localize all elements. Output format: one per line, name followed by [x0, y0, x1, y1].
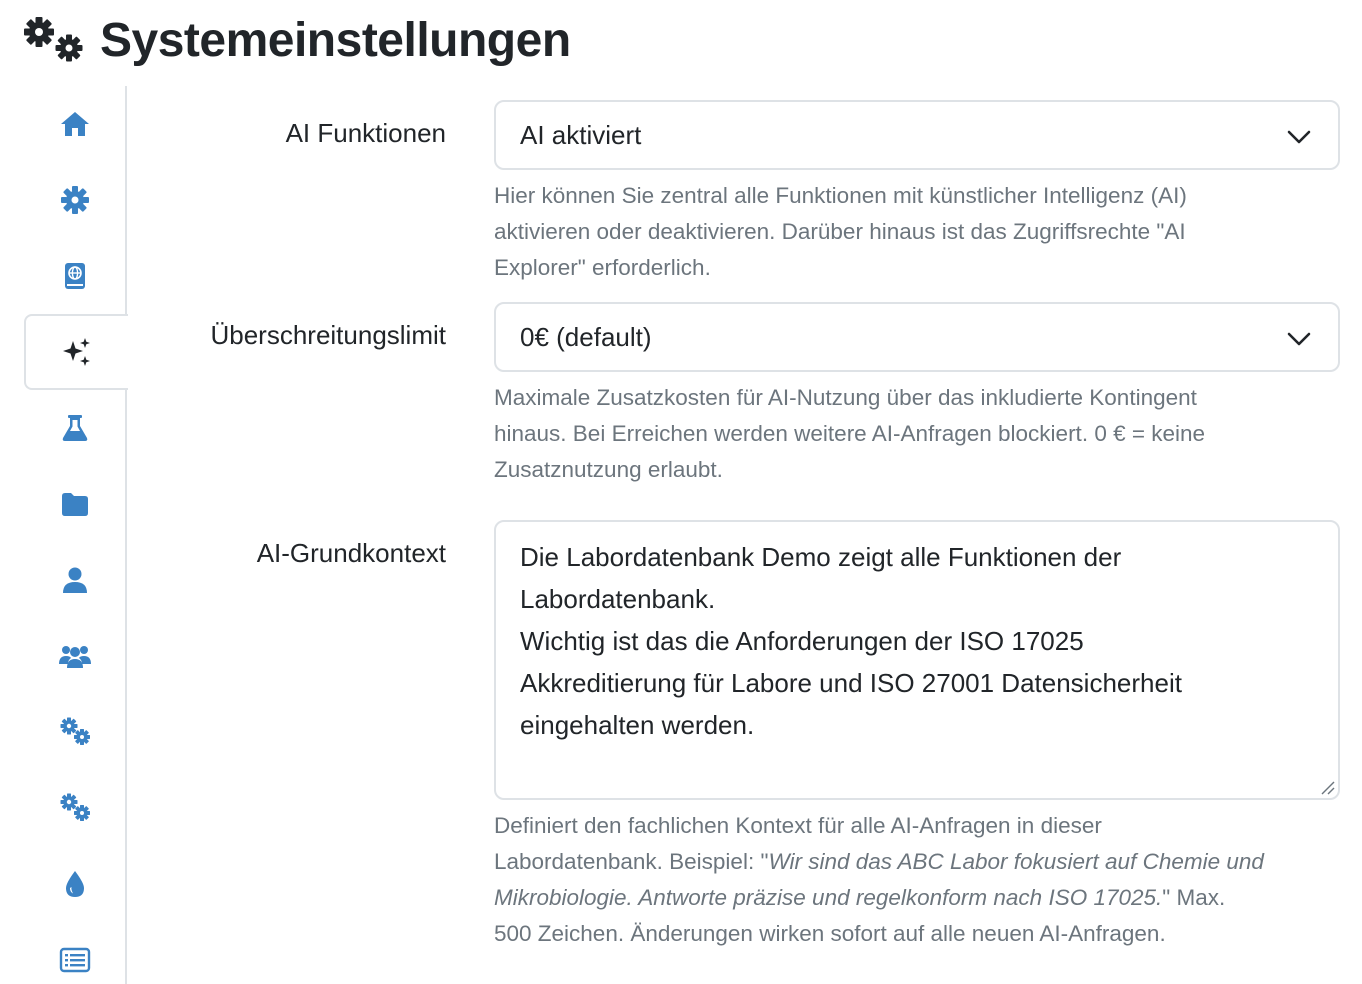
gears-icon	[58, 791, 92, 825]
help-line: Definiert den fachlichen Kontext für alle AI-Anfragen in dieser	[494, 813, 1102, 838]
ai-functions-select[interactable]	[494, 100, 1340, 170]
help-text: Labordatenbank. Beispiel: "	[494, 849, 769, 874]
sidebar-item-globe-book[interactable]	[24, 238, 126, 314]
help-line: hinaus. Bei Erreichen werden weitere AI-Anfragen blockiert. 0 € = keine	[494, 421, 1206, 446]
chevron-down-icon	[1286, 124, 1312, 150]
sidebar-item-advanced-settings[interactable]	[24, 770, 126, 846]
help-line: Zusatznutzung erlaubt.	[494, 457, 723, 482]
user-icon	[58, 563, 92, 597]
chevron-down-icon	[1286, 326, 1312, 352]
base-context-textarea[interactable]	[494, 520, 1340, 800]
sidebar-item-settings[interactable]	[24, 162, 126, 238]
help-line: aktivieren oder deaktivieren. Darüber hinaus ist das Zugriffsrechte "AI	[494, 219, 1186, 244]
sidebar-item-folder[interactable]	[24, 466, 126, 542]
overage-limit-value: 0€ (default)	[520, 321, 652, 352]
sidebar-item-user[interactable]	[24, 542, 126, 618]
sidebar-item-home[interactable]	[24, 86, 126, 162]
flask-icon	[58, 411, 92, 445]
users-icon	[58, 639, 92, 673]
textarea-line: Labordatenbank.	[520, 584, 716, 614]
overage-limit-select[interactable]	[494, 302, 1340, 372]
ai-functions-label: AI Funktionen	[285, 118, 446, 148]
sidebar-item-users[interactable]	[24, 618, 126, 694]
sidebar-item-ai[interactable]	[24, 314, 128, 390]
help-line	[494, 844, 1340, 880]
form-row-base-context	[130, 520, 1350, 960]
base-context-label: AI-Grundkontext	[256, 538, 446, 568]
base-context-help	[494, 808, 1340, 952]
ai-functions-help	[494, 178, 1340, 286]
folder-icon	[58, 487, 92, 521]
textarea-line: Akkreditierung für Labore und ISO 27001 Datensicherheit	[520, 668, 1182, 698]
form-row-overage-limit	[130, 302, 1350, 492]
help-line	[494, 880, 1340, 916]
sidebar-nav	[24, 86, 128, 984]
page-title: Systemeinstellungen	[100, 13, 571, 67]
gears-icon	[58, 715, 92, 749]
help-line: Hier können Sie zentral alle Funktionen mit künstlicher Intelligenz (AI)	[494, 183, 1187, 208]
help-line: Maximale Zusatzkosten für AI-Nutzung über das inkludierte Kontingent	[494, 385, 1197, 410]
page-header	[22, 10, 571, 70]
sidebar-item-droplet[interactable]	[24, 846, 126, 922]
list-icon	[58, 943, 92, 977]
overage-limit-label: Überschreitungslimit	[210, 320, 446, 350]
sidebar-item-list[interactable]	[24, 922, 126, 984]
overage-limit-help	[494, 380, 1340, 488]
help-example: Wir sind das ABC Labor fokusiert auf Chemie und	[768, 849, 1264, 874]
textarea-line: eingehalten werden.	[520, 710, 755, 740]
sparkles-icon	[60, 335, 94, 369]
ai-functions-value: AI aktiviert	[520, 119, 642, 150]
sidebar-item-lab[interactable]	[24, 390, 126, 466]
textarea-line: Die Labordatenbank Demo zeigt alle Funktionen der	[520, 542, 1122, 572]
textarea-line: Wichtig ist das die Anforderungen der ISO 17025	[520, 626, 1084, 656]
droplet-icon	[58, 867, 92, 901]
globe-book-icon	[58, 259, 92, 293]
home-icon	[58, 107, 92, 141]
help-text: " Max.	[1162, 885, 1226, 910]
sidebar-item-system-settings[interactable]	[24, 694, 126, 770]
gears-icon	[22, 12, 92, 68]
help-example: Mikrobiologie. Antworte präzise und regelkonform nach ISO 17025.	[494, 885, 1163, 910]
help-line: 500 Zeichen. Änderungen wirken sofort auf alle neuen AI-Anfragen.	[494, 921, 1166, 946]
gear-icon	[58, 183, 92, 217]
help-line: Explorer" erforderlich.	[494, 255, 711, 280]
form-row-ai-functions	[130, 100, 1350, 290]
resize-handle-icon[interactable]	[1319, 779, 1335, 795]
